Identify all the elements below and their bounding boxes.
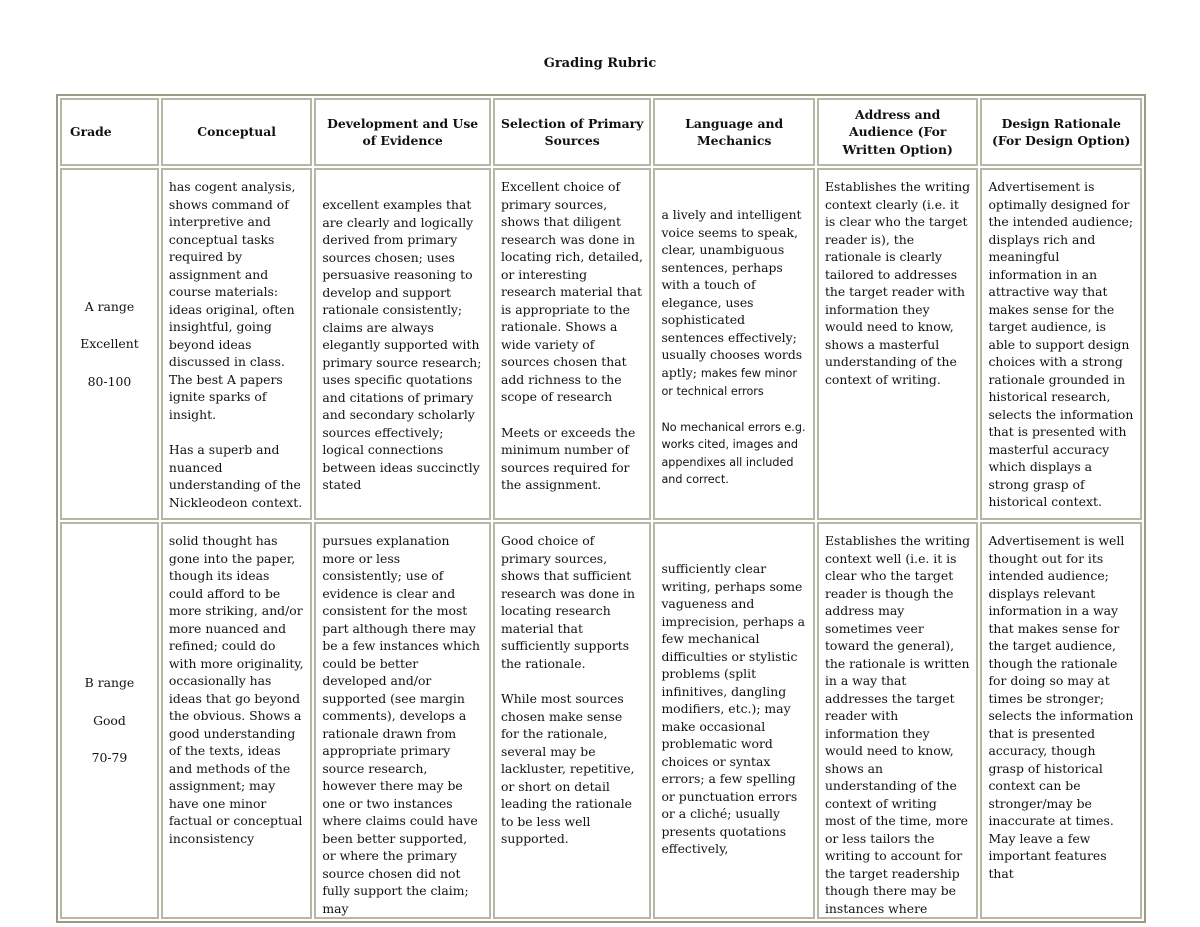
grade-cell — [60, 168, 159, 520]
sources-cell — [493, 522, 651, 919]
grade-score: 80-100 — [87, 373, 132, 389]
header-audience: Address and Audience (For Written Option) — [817, 98, 979, 166]
design-cell — [980, 168, 1142, 520]
language-text-2: No mechanical errors e.g. works cited, images and appendixes all included and correct. — [661, 420, 806, 486]
conceptual-text-2: Has a superb and nuanced understanding of the Nickleodeon context. — [168, 442, 303, 510]
sources-text: Excellent choice of primary sources, shows that diligent research was done in locating rich, detailed, or interesting research material that is appropriate to the rationale. Shows a wide variety of sources chosen that add richness to the scope of research — [500, 179, 643, 404]
audience-cell — [817, 522, 979, 919]
sources-text: Good choice of primary sources, shows that sufficient research was done in locating research material that sufficiently supports the rationale. — [500, 533, 635, 671]
audience-cell — [817, 168, 979, 520]
conceptual-cell — [161, 522, 312, 919]
grade-label: Excellent — [80, 336, 139, 352]
audience-text: Establishes the writing context well (i.e. it is clear who the target reader is though the address may sometimes veer toward the general), the rationale is written in a way that addresses the target reader with information they would need to know, shows an understanding of the context of writing most of the time, more or less tailors the writing to account for the target readership though there may be instances where — [824, 533, 971, 916]
evidence-cell — [314, 522, 491, 919]
grade-range: B range — [84, 675, 135, 691]
evidence-text: excellent examples that are clearly and logically derived from primary sources chosen; uses persuasive reasoning to develop and support rationale consistently; claims are always elegantly supported with primary source research; uses specific quotations and citations of primary and secondary scholarly sources effectively; logical connections between ideas succinctly stated — [322, 197, 482, 492]
design-text: Advertisement is optimally designed for the intended audience; displays rich and meaningful information in an attractive way that makes sense for the target audience, is able to support design choices with a strong rationale grounded in historical research, selects the information that is presented with masterful accuracy which displays a strong grasp of historical context. — [988, 179, 1134, 509]
header-grade: Grade — [60, 98, 159, 166]
header-row — [60, 98, 1142, 166]
grade-label: Good — [93, 712, 126, 728]
conceptual-text: has cogent analysis, shows command of interpretive and conceptual tasks required by assignment and course materials: ideas original, often insightful, going beyond ideas discussed in class. The best A papers ignite sparks of insight. — [168, 179, 296, 422]
grade-cell — [60, 522, 159, 919]
rubric-table — [56, 94, 1146, 923]
grade-score: 70-79 — [91, 750, 128, 766]
table-row — [60, 168, 1142, 520]
header-design: Design Rationale (For Design Option) — [980, 98, 1142, 166]
design-cell — [980, 522, 1142, 919]
language-cell — [653, 522, 815, 919]
header-sources: Selection of Primary Sources — [493, 98, 651, 166]
conceptual-cell — [161, 168, 312, 520]
evidence-cell — [314, 168, 491, 520]
sources-text-2: While most sources chosen make sense for the rationale, several may be lackluster, repetitive, or short on detail leading the rationale to be less well supported. — [500, 691, 635, 846]
language-text-errors: makes few minor or technical errors — [661, 366, 797, 398]
header-evidence: Development and Use of Evidence — [314, 98, 491, 166]
table-row — [60, 522, 1142, 919]
sources-cell — [493, 168, 651, 520]
language-cell — [653, 168, 815, 520]
audience-text: Establishes the writing context clearly (i.e. it is clear who the target reader is), the rationale is clearly tailored to addresses the target reader with information they would need to know, shows a masterful understanding of the context of writing. — [824, 179, 971, 387]
language-text — [661, 206, 807, 401]
language-text: sufficiently clear writing, perhaps some vagueness and imprecision, perhaps a few mechanical difficulties or stylistic problems (split infinitives, dangling modifiers, etc.); may make occasional problematic word choices or syntax errors; a few spelling or punctuation errors or a cliché; usually presents quotations effectively, — [661, 561, 806, 856]
sources-text-2: Meets or exceeds the minimum number of sources required for the assignment. — [500, 424, 636, 492]
header-conceptual: Conceptual — [161, 98, 312, 166]
language-text-main: a lively and intelligent voice seems to speak, clear, unambiguous sentences, perhaps with a touch of elegance, uses sophisticated sentences effectively; usually chooses words aptly; — [661, 207, 803, 380]
evidence-text: pursues explanation more or less consistently; use of evidence is clear and consistent for the most part although there may be a few instances which could be better developed and/or supported (see margin comments), develops a rationale drawn from appropriate primary source research, however there may be one or two instances where claims could have been better supported, or where the primary source chosen did not fully support the claim; may — [322, 533, 481, 916]
conceptual-text: solid thought has gone into the paper, though its ideas could afford to be more striking, and/or more nuanced and refined; could do with more originality, occasionally has ideas that go beyond the obvious. Shows a good understanding of the texts, ideas and methods of the assignment; may have one minor factual or conceptual inconsistency — [168, 533, 304, 846]
page-title: Grading Rubric — [543, 56, 657, 71]
grade-range: A range — [84, 298, 135, 314]
design-text: Advertisement is well thought out for its intended audience; displays relevant information in a way that makes sense for the target audience, though the rationale for doing so may at times be stronger; selects the information that is presented accuracy, though grasp of historical context can be stronger/may be inaccurate at times. May leave a few important features that — [988, 533, 1134, 881]
header-language: Language and Mechanics — [653, 98, 815, 166]
